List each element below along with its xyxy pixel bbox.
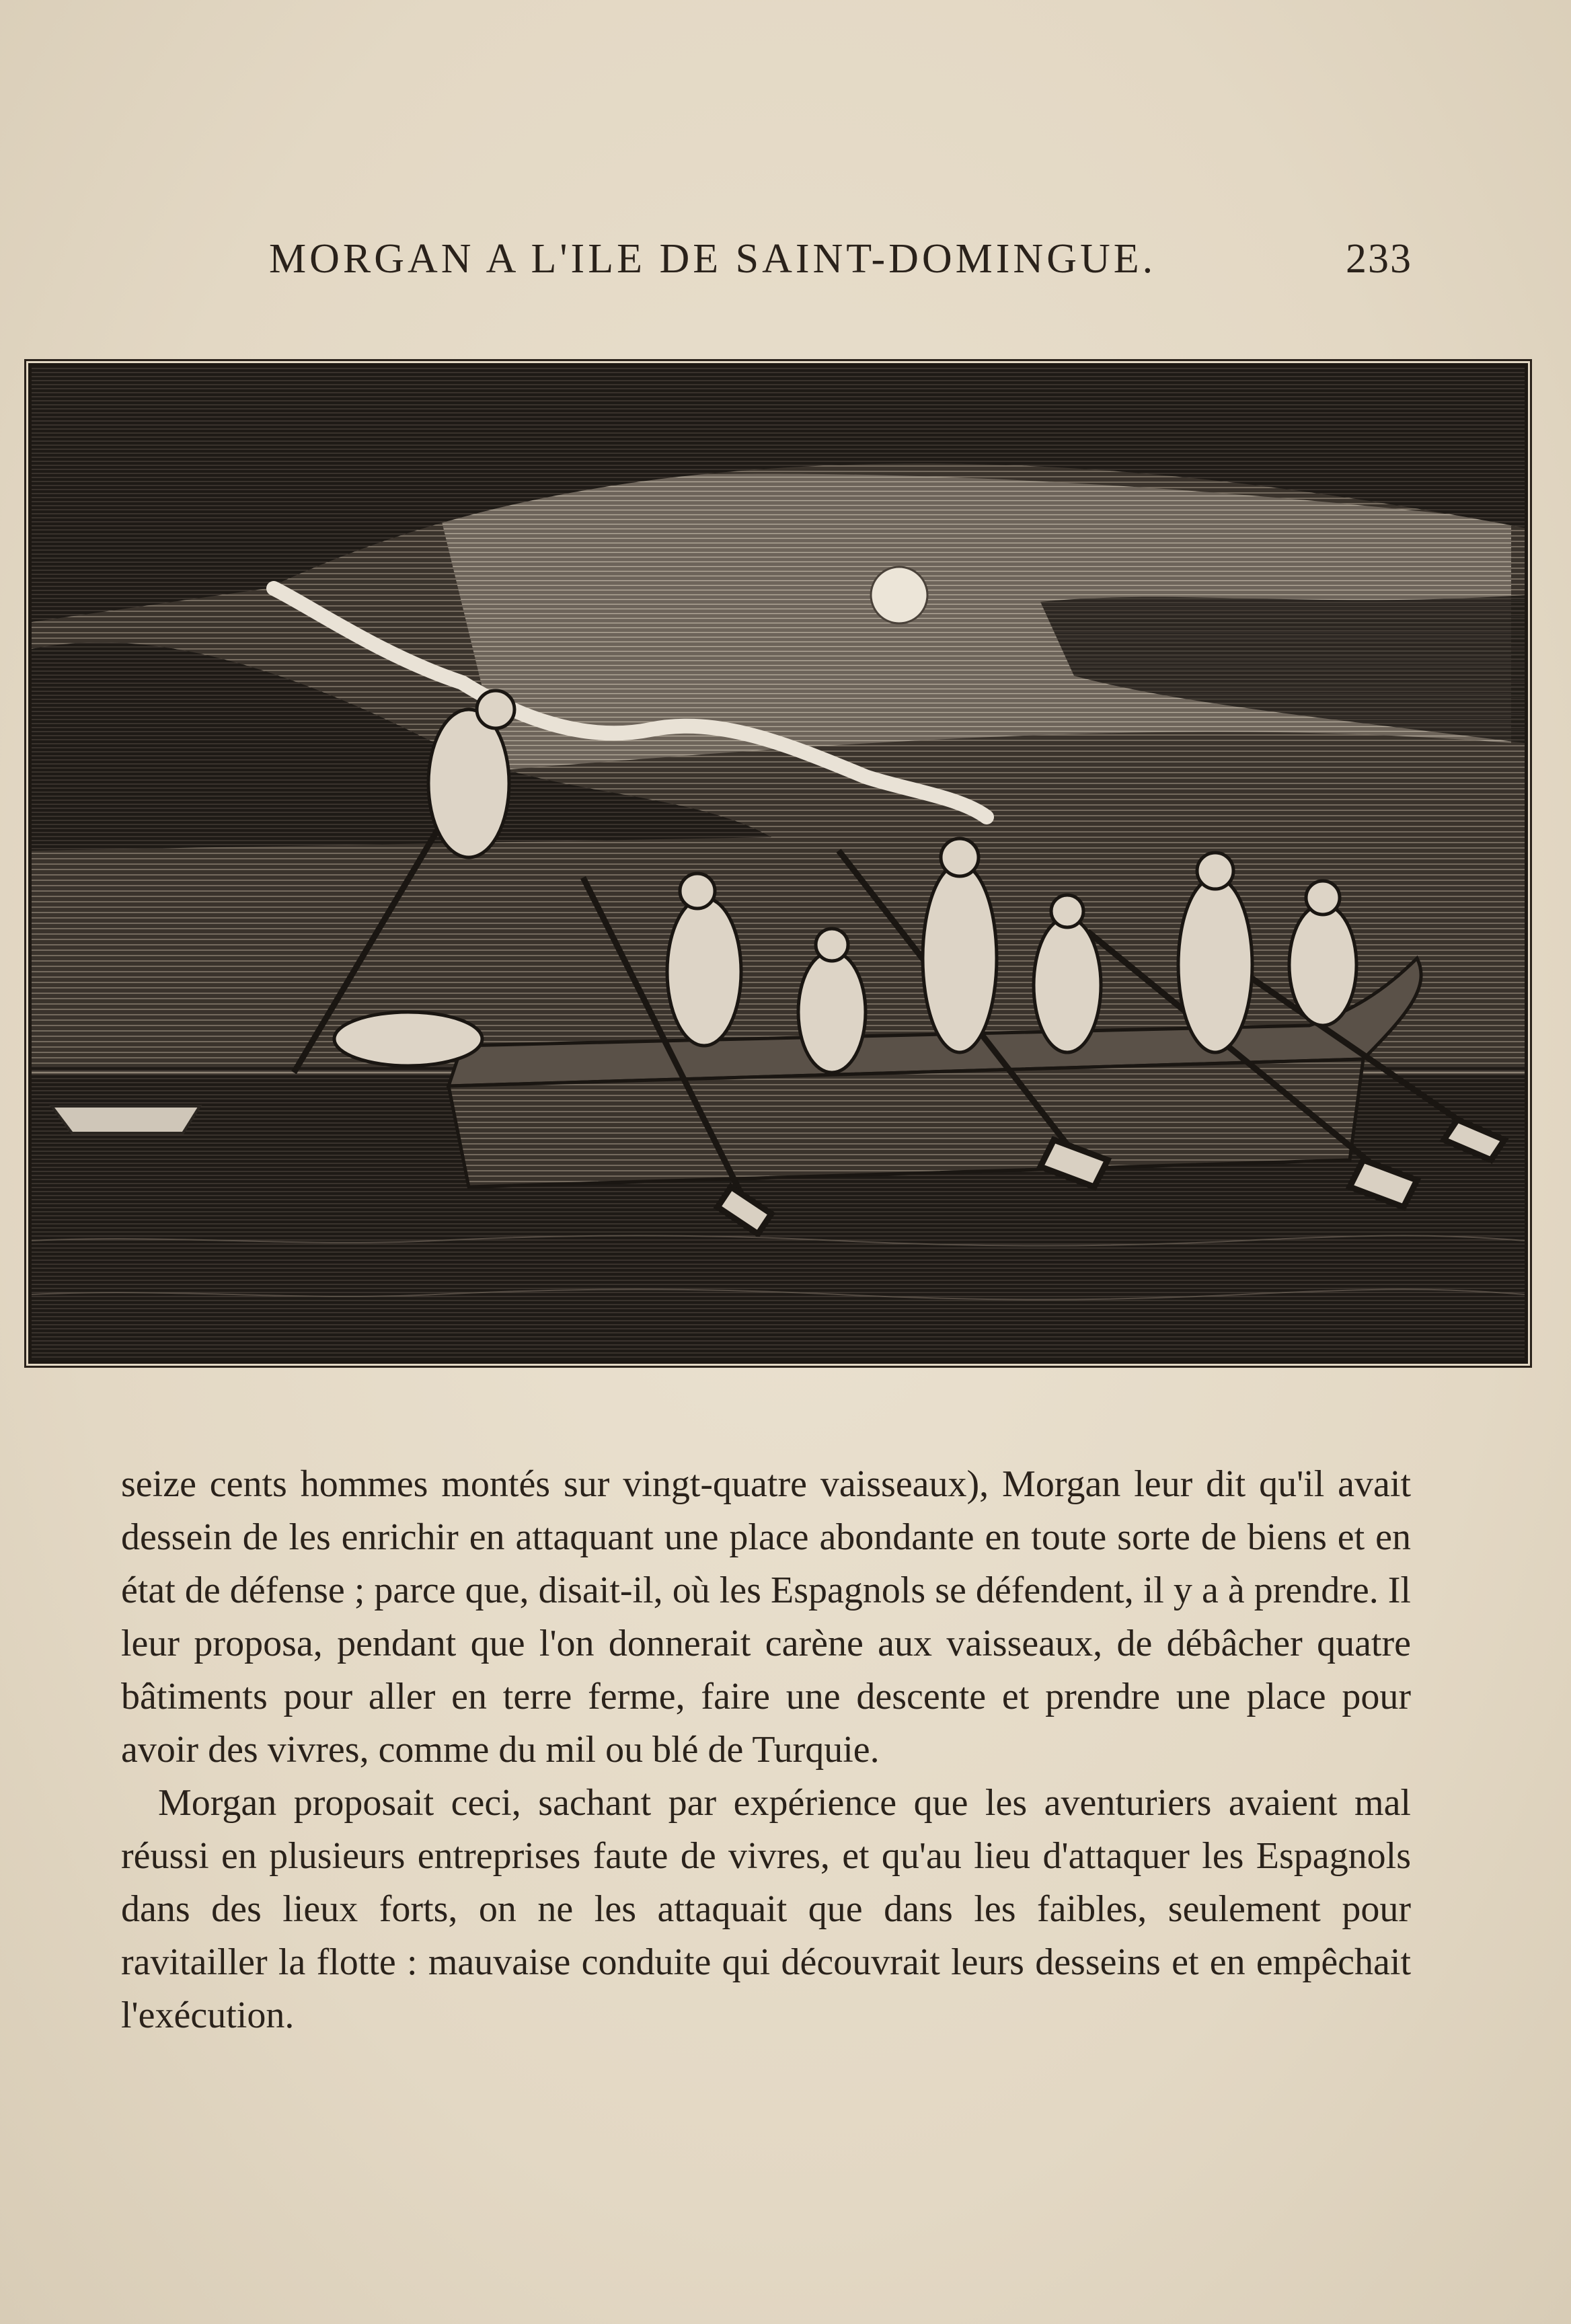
paragraph-2: Morgan proposait ceci, sachant par expérience que les aventuriers avaient mal réussi en plusieurs entreprises faute de vivres, et qu'au lieu d'attaquer les Espagnols dans des lieux forts, on ne les attaquait que dans les faibles, seulement pour ravitailler la flotte : mauvaise conduite qui découvrait leurs desseins et en empêchait l'exécution. bbox=[121, 1782, 1411, 2036]
paragraph-1: seize cents hommes montés sur vingt-quatre vaisseaux), Morgan leur dit qu'il avait dessein de les enrichir en attaquant une place abondante en toute sorte de biens et en état de défense ; parce que, disait-il, où les Espagnols se défendent, il y a à prendre. Il leur proposa, pendant que l'on donnerait carène aux vaisseaux, de débâcher quatre bâtiments pour aller en terre ferme, faire une descente et prendre une place pour avoir des vivres, comme du mil ou blé de Turquie. bbox=[121, 1463, 1411, 1771]
running-title: MORGAN A L'ILE DE SAINT-DOMINGUE. bbox=[269, 235, 1157, 282]
engraving-illustration bbox=[32, 366, 1525, 1360]
running-head bbox=[269, 232, 1412, 286]
engraving-plate bbox=[28, 363, 1528, 1364]
small-boat bbox=[52, 1106, 200, 1133]
page-number: 233 bbox=[1346, 235, 1412, 282]
body-text bbox=[121, 1458, 1411, 2042]
